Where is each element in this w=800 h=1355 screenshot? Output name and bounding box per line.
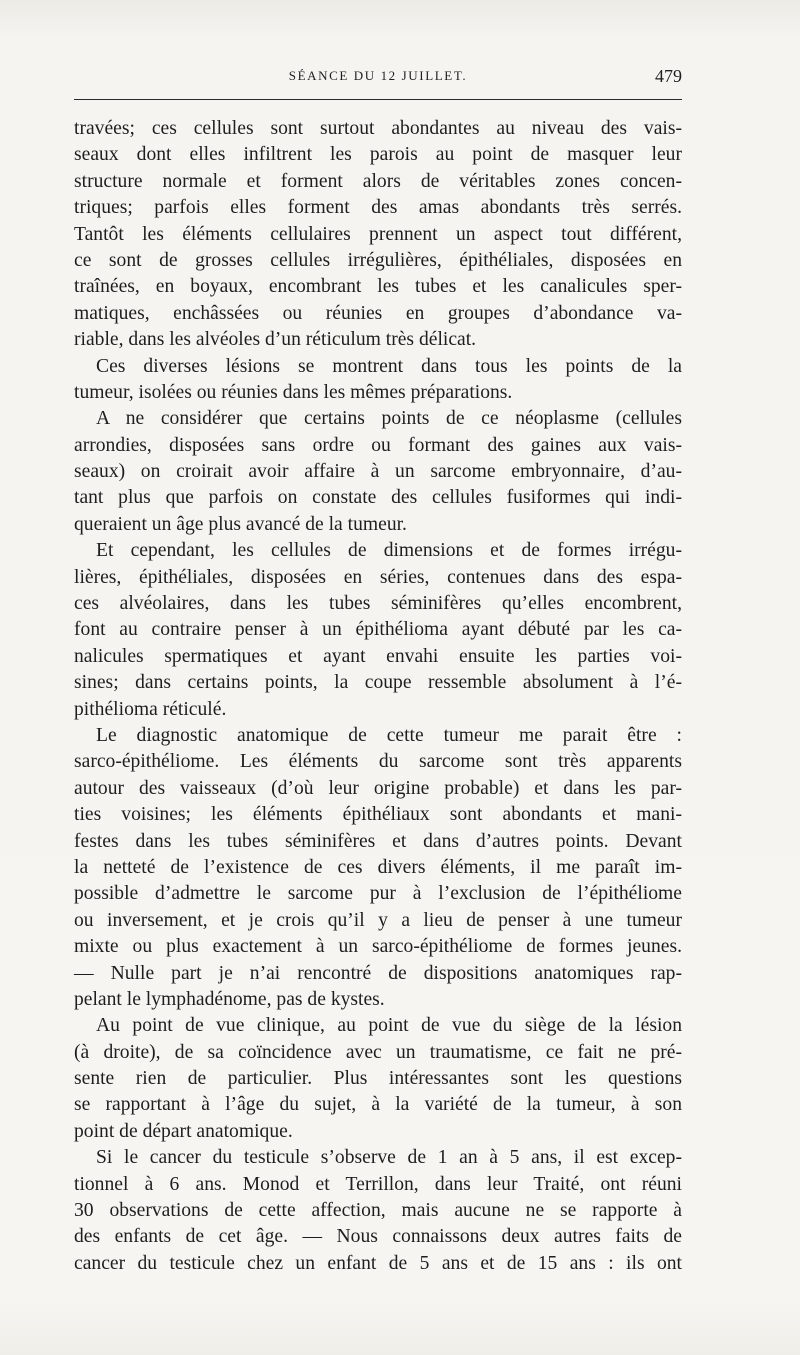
body-text (74, 116, 682, 1277)
text-line: sente rien de particulier. Plus intéressantes sont les questions (74, 1068, 682, 1090)
text-line: Le diagnostic anatomique de cette tumeur me parait être : (96, 724, 682, 746)
text-line: cancer du testicule chez un enfant de 5 ans et de 15 ans : ils ont (74, 1252, 682, 1274)
text-line: lières, épithéliales, disposées en séries, contenues dans des espa- (74, 566, 682, 588)
page-number: 479 (655, 66, 682, 86)
text-line: sarco-épithéliome. Les éléments du sarcome sont très apparents (74, 751, 682, 773)
text-line: ou inversement, et je crois qu’il y a lieu de penser à une tumeur (74, 909, 682, 931)
text-line: matiques, enchâssées ou réunies en groupes d’abondance va- (74, 302, 682, 324)
text-line: Au point de vue clinique, au point de vue du siège de la lésion (96, 1015, 682, 1037)
text-line: la netteté de l’existence de ces divers éléments, il me paraît im- (74, 856, 682, 878)
text-line: festes dans les tubes séminifères et dans d’autres points. Devant (74, 830, 682, 852)
text-line: autour des vaisseaux (d’où leur origine probable) et dans les par- (74, 777, 682, 799)
header-rule (74, 99, 682, 100)
text-line: mixte ou plus exactement à un sarco-épithéliome de formes jeunes. (74, 936, 682, 958)
text-line: Tantôt les éléments cellulaires prennent un aspect tout différent, (74, 223, 682, 245)
text-line: Si le cancer du testicule s’observe de 1 an à 5 ans, il est excep- (96, 1147, 682, 1169)
text-line: Et cependant, les cellules de dimensions et de formes irrégu- (96, 540, 682, 562)
text-line: triques; parfois elles forment des amas abondants très serrés. (74, 197, 682, 219)
text-line: riable, dans les alvéoles d’un réticulum très délicat. (74, 329, 477, 351)
text-line: des enfants de cet âge. — Nous connaissons deux autres faits de (74, 1226, 682, 1248)
text-line: tionnel à 6 ans. Monod et Terrillon, dans leur Traité, ont réuni (74, 1173, 682, 1195)
running-title: SÉANCE DU 12 JUILLET. (288, 68, 468, 83)
text-line: font au contraire penser à un épithélioma ayant débuté par les ca- (74, 619, 682, 641)
text-line: tant plus que parfois on constate des cellules fusiformes qui indi- (74, 487, 682, 509)
text-line: pithélioma réticulé. (74, 698, 227, 720)
text-line: traînées, en boyaux, encombrant les tubes et les canalicules sper- (74, 276, 682, 298)
text-line: 30 observations de cette affection, mais aucune ne se rapporte à (74, 1200, 682, 1222)
text-line: Ces diverses lésions se montrent dans tous les points de la (96, 355, 682, 377)
text-line: ce sont de grosses cellules irrégulières, épithéliales, disposées en (74, 249, 682, 271)
text-line: structure normale et forment alors de véritables zones concen- (74, 170, 682, 192)
text-line: arrondies, disposées sans ordre ou formant des gaines aux vais- (74, 434, 682, 456)
text-line: ties voisines; les éléments épithéliaux sont abondants et mani- (74, 804, 682, 826)
text-line: queraient un âge plus avancé de la tumeur. (74, 513, 407, 535)
text-line: — Nulle part je n’ai rencontré de dispositions anatomiques rap- (74, 962, 682, 984)
text-line: pelant le lymphadénome, pas de kystes. (74, 988, 385, 1010)
text-line: (à droite), de sa coïncidence avec un traumatisme, ce fait ne pré- (74, 1041, 682, 1063)
text-line: point de départ anatomique. (74, 1120, 293, 1142)
text-line: nalicules spermatiques et ayant envahi ensuite les parties voi- (74, 645, 682, 667)
text-line: sines; dans certains points, la coupe ressemble absolument à l’é- (74, 672, 682, 694)
text-line: travées; ces cellules sont surtout abondantes au niveau des vais- (74, 118, 682, 139)
page-header (74, 66, 682, 90)
text-line: possible d’admettre le sarcome pur à l’exclusion de l’épithéliome (74, 883, 682, 905)
text-line: ces alvéolaires, dans les tubes séminifères qu’elles encombrent, (74, 593, 682, 615)
text-line: tumeur, isolées ou réunies dans les mêmes préparations. (74, 381, 513, 403)
text-line: seaux) on croirait avoir affaire à un sarcome embryonnaire, d’au- (74, 461, 682, 483)
text-line: A ne considérer que certains points de ce néoplasme (cellules (96, 408, 682, 430)
text-line: se rapportant à l’âge du sujet, à la variété de la tumeur, à son (74, 1094, 682, 1116)
text-line: seaux dont elles infiltrent les parois au point de masquer leur (74, 144, 682, 166)
